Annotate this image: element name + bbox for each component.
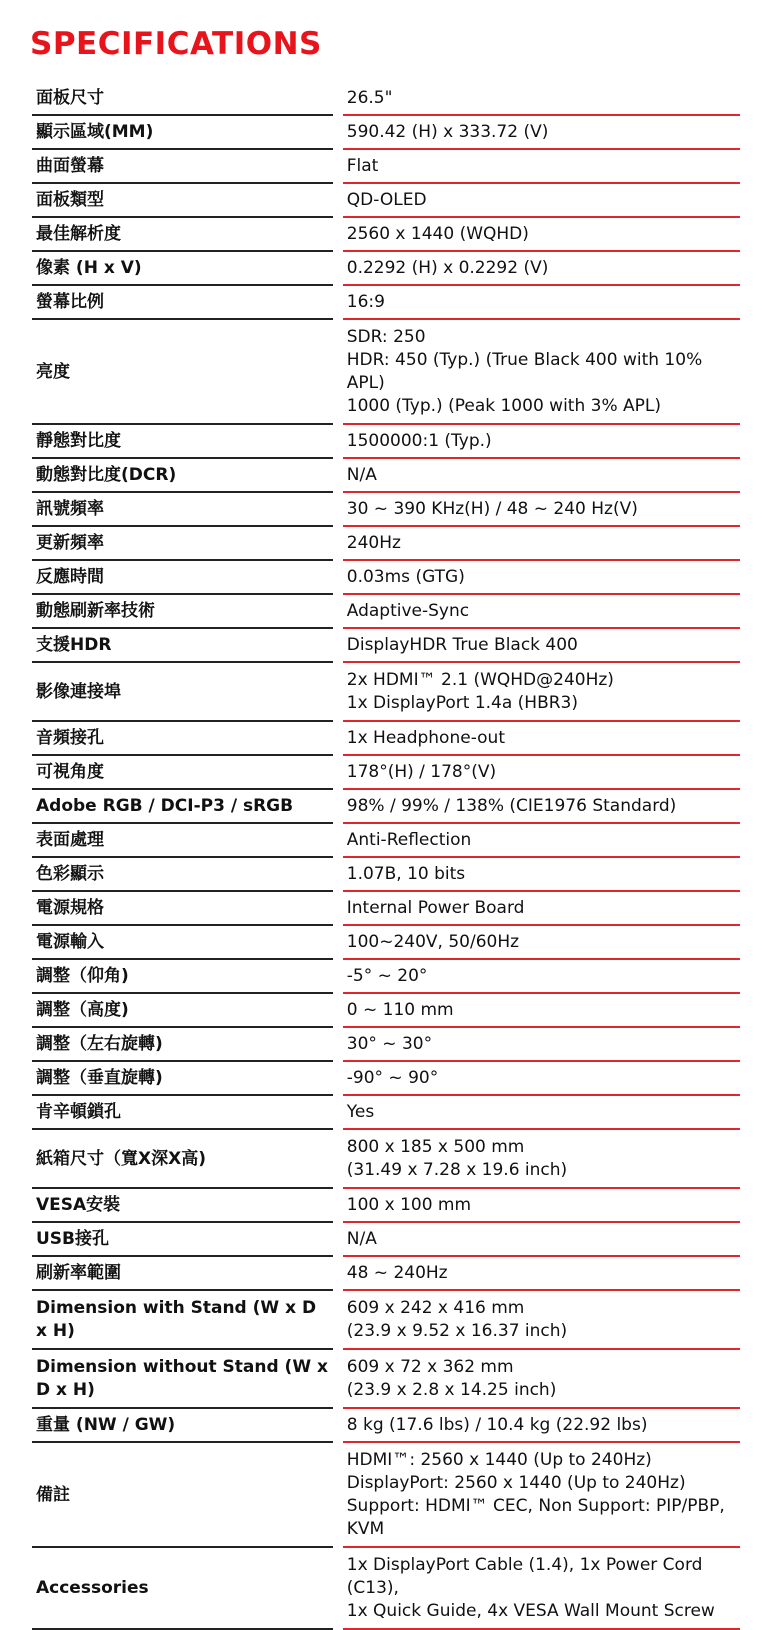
- spec-row: [32, 252, 740, 286]
- spec-value: [343, 926, 740, 960]
- spec-gap: [333, 1257, 343, 1291]
- spec-gap: [333, 629, 343, 663]
- spec-gap: [333, 252, 343, 286]
- spec-value-line: 1x DisplayPort Cable (1.4), 1x Power Cord (C13),: [346, 1555, 703, 1598]
- spec-value-line: 1000 (Typ.) (Peak 1000 with 3% APL): [346, 396, 661, 416]
- spec-value: [343, 1189, 740, 1223]
- spec-value-line: (23.9 x 2.8 x 14.25 inch): [346, 1380, 557, 1400]
- spec-row: [32, 527, 740, 561]
- spec-gap: [333, 994, 343, 1028]
- spec-label: USB接孔: [32, 1223, 333, 1257]
- spec-label: 電源規格: [32, 892, 333, 926]
- spec-value-line: QD-OLED: [346, 190, 427, 210]
- spec-row: [32, 663, 740, 722]
- spec-gap: [333, 1409, 343, 1443]
- spec-row: [32, 1291, 740, 1350]
- spec-value-line: -5° ~ 20°: [346, 966, 428, 986]
- spec-row: [32, 1028, 740, 1062]
- spec-value-line: 16:9: [346, 292, 385, 312]
- spec-row: [32, 116, 740, 150]
- spec-gap: [333, 663, 343, 722]
- spec-row: [32, 150, 740, 184]
- spec-value: [343, 1350, 740, 1409]
- spec-gap: [333, 824, 343, 858]
- spec-value-line: 800 x 185 x 500 mm: [346, 1137, 525, 1157]
- spec-row: [32, 82, 740, 116]
- spec-value-line: 98% / 99% / 138% (CIE1976 Standard): [346, 796, 677, 816]
- spec-gap: [333, 1291, 343, 1350]
- spec-label: VESA安裝: [32, 1189, 333, 1223]
- spec-row: [32, 1443, 740, 1548]
- spec-value-line: 100~240V, 50/60Hz: [346, 932, 520, 952]
- spec-value: [343, 722, 740, 756]
- spec-value: [343, 320, 740, 425]
- spec-label: 表面處理: [32, 824, 333, 858]
- spec-label: 反應時間: [32, 561, 333, 595]
- spec-value-line: (23.9 x 9.52 x 16.37 inch): [346, 1321, 568, 1341]
- spec-value-line: 30° ~ 30°: [346, 1034, 433, 1054]
- spec-row: [32, 1130, 740, 1189]
- spec-label: 動態刷新率技術: [32, 595, 333, 629]
- spec-value: [343, 1223, 740, 1257]
- spec-value: [343, 425, 740, 459]
- spec-value-line: N/A: [346, 1229, 377, 1249]
- spec-label: Dimension with Stand (W x D x H): [32, 1291, 333, 1350]
- spec-value-line: 1.07B, 10 bits: [346, 864, 466, 884]
- spec-value: [343, 1062, 740, 1096]
- spec-label: 靜態對比度: [32, 425, 333, 459]
- spec-label: 面板尺寸: [32, 82, 333, 116]
- spec-label: 調整（高度): [32, 994, 333, 1028]
- spec-value-line: 0 ~ 110 mm: [346, 1000, 454, 1020]
- spec-label: 重量 (NW / GW): [32, 1409, 333, 1443]
- spec-gap: [333, 1130, 343, 1189]
- spec-value-line: Anti-Reflection: [346, 830, 472, 850]
- spec-value: [343, 824, 740, 858]
- spec-value-line: HDR: 450 (Typ.) (True Black 400 with 10% APL): [346, 350, 703, 393]
- spec-gap: [333, 425, 343, 459]
- spec-value: [343, 1130, 740, 1189]
- spec-value: [343, 527, 740, 561]
- spec-gap: [333, 1548, 343, 1630]
- spec-gap: [333, 1096, 343, 1130]
- spec-value: [343, 116, 740, 150]
- spec-label: 音頻接孔: [32, 722, 333, 756]
- spec-row: [32, 629, 740, 663]
- spec-value: [343, 595, 740, 629]
- spec-row: [32, 425, 740, 459]
- spec-value-line: 30 ~ 390 KHz(H) / 48 ~ 240 Hz(V): [346, 499, 638, 519]
- spec-value: [343, 892, 740, 926]
- spec-gap: [333, 184, 343, 218]
- spec-gap: [333, 1189, 343, 1223]
- spec-label: 曲面螢幕: [32, 150, 333, 184]
- spec-value-line: Internal Power Board: [346, 898, 525, 918]
- spec-row: [32, 286, 740, 320]
- spec-row: [32, 824, 740, 858]
- spec-row: [32, 1223, 740, 1257]
- spec-value-line: 1x DisplayPort 1.4a (HBR3): [346, 693, 579, 713]
- spec-value: [343, 629, 740, 663]
- spec-row: [32, 595, 740, 629]
- spec-gap: [333, 116, 343, 150]
- spec-value: [343, 1291, 740, 1350]
- spec-value-line: 100 x 100 mm: [346, 1195, 472, 1215]
- spec-value: [343, 1096, 740, 1130]
- spec-label: 可視角度: [32, 756, 333, 790]
- spec-label: 訊號頻率: [32, 493, 333, 527]
- spec-value: [343, 790, 740, 824]
- spec-gap: [333, 561, 343, 595]
- spec-value-line: N/A: [346, 465, 377, 485]
- spec-value: [343, 1409, 740, 1443]
- spec-value-line: 2x HDMI™ 2.1 (WQHD@240Hz): [346, 670, 614, 690]
- spec-row: [32, 722, 740, 756]
- spec-value: [343, 184, 740, 218]
- spec-value-line: (31.49 x 7.28 x 19.6 inch): [346, 1160, 568, 1180]
- spec-gap: [333, 892, 343, 926]
- spec-row: [32, 184, 740, 218]
- spec-label: 調整（左右旋轉): [32, 1028, 333, 1062]
- spec-value: [343, 994, 740, 1028]
- spec-row: [32, 1257, 740, 1291]
- spec-gap: [333, 1350, 343, 1409]
- spec-label: 電源輸入: [32, 926, 333, 960]
- spec-label: 影像連接埠: [32, 663, 333, 722]
- spec-value: [343, 1028, 740, 1062]
- spec-value-line: Flat: [346, 156, 379, 176]
- spec-value-line: SDR: 250: [346, 327, 426, 347]
- spec-gap: [333, 960, 343, 994]
- spec-row: [32, 1409, 740, 1443]
- spec-value-line: HDMI™: 2560 x 1440 (Up to 240Hz): [346, 1450, 652, 1470]
- spec-value: [343, 663, 740, 722]
- spec-value: [343, 252, 740, 286]
- spec-row: [32, 756, 740, 790]
- spec-value: [343, 960, 740, 994]
- spec-value: [343, 150, 740, 184]
- spec-row: [32, 1096, 740, 1130]
- spec-value: [343, 1257, 740, 1291]
- spec-value-line: 609 x 72 x 362 mm: [346, 1357, 514, 1377]
- spec-gap: [333, 756, 343, 790]
- spec-value: [343, 756, 740, 790]
- spec-row: [32, 493, 740, 527]
- spec-gap: [333, 82, 343, 116]
- spec-label: 色彩顯示: [32, 858, 333, 892]
- spec-value-line: DisplayPort: 2560 x 1440 (Up to 240Hz): [346, 1473, 686, 1493]
- spec-label: 更新頻率: [32, 527, 333, 561]
- spec-gap: [333, 858, 343, 892]
- spec-label: 調整（仰角): [32, 960, 333, 994]
- spec-label: 動態對比度(DCR): [32, 459, 333, 493]
- spec-value: [343, 1548, 740, 1630]
- spec-gap: [333, 722, 343, 756]
- spec-label: 支援HDR: [32, 629, 333, 663]
- spec-label: Adobe RGB / DCI-P3 / sRGB: [32, 790, 333, 824]
- spec-value: [343, 1443, 740, 1548]
- spec-row: [32, 459, 740, 493]
- spec-value-line: 0.03ms (GTG): [346, 567, 465, 587]
- spec-label: Accessories: [32, 1548, 333, 1630]
- spec-value: [343, 286, 740, 320]
- spec-value-line: 0.2292 (H) x 0.2292 (V): [346, 258, 549, 278]
- spec-label: 調整（垂直旋轉): [32, 1062, 333, 1096]
- spec-gap: [333, 1443, 343, 1548]
- spec-value-line: 178°(H) / 178°(V): [346, 762, 497, 782]
- spec-row: [32, 926, 740, 960]
- spec-row: [32, 561, 740, 595]
- spec-row: [32, 1062, 740, 1096]
- spec-gap: [333, 320, 343, 425]
- spec-label: 螢幕比例: [32, 286, 333, 320]
- spec-value-line: 1x Quick Guide, 4x VESA Wall Mount Screw: [346, 1601, 715, 1621]
- spec-value: [343, 561, 740, 595]
- spec-gap: [333, 926, 343, 960]
- spec-gap: [333, 527, 343, 561]
- specifications-table-body: [32, 82, 740, 1630]
- specifications-table: [32, 82, 740, 1630]
- page-title: SPECIFICATIONS: [30, 26, 322, 62]
- spec-value-line: 609 x 242 x 416 mm: [346, 1298, 525, 1318]
- spec-value-line: 1500000:1 (Typ.): [346, 431, 492, 451]
- spec-row: [32, 892, 740, 926]
- spec-row: [32, 1548, 740, 1630]
- spec-label: 顯示區域(MM): [32, 116, 333, 150]
- spec-gap: [333, 1223, 343, 1257]
- spec-row: [32, 1350, 740, 1409]
- spec-gap: [333, 150, 343, 184]
- spec-value-line: Yes: [346, 1102, 375, 1122]
- spec-label: 面板類型: [32, 184, 333, 218]
- spec-gap: [333, 595, 343, 629]
- spec-value-line: -90° ~ 90°: [346, 1068, 439, 1088]
- spec-label: 紙箱尺寸（寬X深X高): [32, 1130, 333, 1189]
- spec-gap: [333, 218, 343, 252]
- spec-label: Dimension without Stand (W x D x H): [32, 1350, 333, 1409]
- spec-value-line: 590.42 (H) x 333.72 (V): [346, 122, 549, 142]
- spec-gap: [333, 286, 343, 320]
- spec-row: [32, 960, 740, 994]
- spec-value-line: Support: HDMI™ CEC, Non Support: PIP/PBP, KVM: [346, 1496, 725, 1539]
- spec-gap: [333, 493, 343, 527]
- spec-value-line: 8 kg (17.6 lbs) / 10.4 kg (22.92 lbs): [346, 1415, 648, 1435]
- spec-value: [343, 858, 740, 892]
- spec-gap: [333, 1062, 343, 1096]
- spec-value: [343, 82, 740, 116]
- spec-value-line: DisplayHDR True Black 400: [346, 635, 578, 655]
- spec-value-line: Adaptive-Sync: [346, 601, 470, 621]
- spec-row: [32, 858, 740, 892]
- spec-value: [343, 459, 740, 493]
- spec-value-line: 48 ~ 240Hz: [346, 1263, 448, 1283]
- spec-label: 最佳解析度: [32, 218, 333, 252]
- spec-label: 像素 (H x V): [32, 252, 333, 286]
- spec-label: 刷新率範圍: [32, 1257, 333, 1291]
- spec-row: [32, 994, 740, 1028]
- spec-value: [343, 218, 740, 252]
- spec-label: 亮度: [32, 320, 333, 425]
- spec-value-line: 240Hz: [346, 533, 401, 553]
- spec-row: [32, 1189, 740, 1223]
- spec-value-line: 1x Headphone-out: [346, 728, 505, 748]
- spec-label: 肯辛頓鎖孔: [32, 1096, 333, 1130]
- spec-gap: [333, 459, 343, 493]
- spec-label: 備註: [32, 1443, 333, 1548]
- spec-gap: [333, 1028, 343, 1062]
- spec-value-line: 26.5": [346, 88, 393, 108]
- spec-row: [32, 320, 740, 425]
- spec-gap: [333, 790, 343, 824]
- spec-value: [343, 493, 740, 527]
- spec-row: [32, 790, 740, 824]
- spec-value-line: 2560 x 1440 (WQHD): [346, 224, 529, 244]
- spec-row: [32, 218, 740, 252]
